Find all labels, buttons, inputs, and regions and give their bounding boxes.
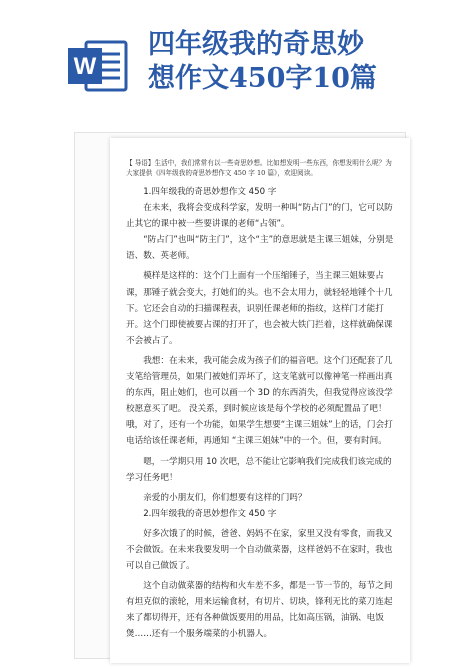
essay-heading-2: 2.四年级我的奇思妙想作文 450 字 [143,508,277,519]
title-line-1: 四年级我的奇思妙 [148,29,364,60]
paragraph: 我想：在未来，我可能会成为孩子们的福音吧。这个门还配套了几支笔给管理员，如果门被她们弄坏了，这支笔就可以像神笔一样画出真的东西，阻止她们，也可以画一个 3D 的东西消失，但我觉得应该没学校愿意买了吧。 没关系，到时候应该是每个学校的必须配置品了吧！哦，对了，还有一个功能，如果学生想要“主课三姐妹”上的话，门会打电话给该任课老师，再通知 “主课三姐妹”中的一个。但，要有时间。 [126,355,393,447]
paragraph: 这个自动做菜器的结构和火车差不多，都是一节一节的，每节之间有坦克似的滚轮，用来运输食材，有切片、切块，锋利无比的菜刀连起来了都切得开，还有各种做饭要用的用品，比如高压锅，油锅、电饭煲……还有一个服务端菜的小机器人。 [126,581,393,640]
paragraph: 模样是这样的：这个门上面有一个压缩锤子，当主课三姐妹要占课，那锤子就会变大，打她们的头。也不会太用力，就轻轻地锤个十几下。它还会自动的扫描课程表，识别任课老师的指纹，这样门才能打开。这个门即使被要占课的打开了，也会被大铁门拦着，这样就确保课不会被占了。 [126,271,393,346]
document-header [0,0,474,120]
essay-heading-1: 1.四年级我的奇思妙想作文 450 字 [143,187,277,197]
page-title [148,28,468,96]
paragraph: 在未来，我将会变成科学家，发明一种叫“防占门”的门，它可以防止其它的课中被一些要讲课的老师“占领”。 [126,203,393,230]
paragraph: 好多次饿了的时候，爸爸、妈妈不在家，家里又没有零食，而我又不会做饭。在未来我要发明一个自动做菜器，这样爸妈不在家时，我也可以自己做饭了。 [126,528,393,572]
intro-text: 【 导语】生活中，我们常常有以一些奇思妙想。比如想发明一些东西，你想发明什么呢？为大家提供《四年级我的奇思妙想作文 450 字 10 篇》，欢迎阅读。 [126,159,392,177]
paragraph: 亲爱的小朋友们，你们想要有这样的门吗？ [143,492,307,503]
word-icon [68,38,130,94]
document-page[interactable] [110,138,410,663]
paragraph: 嗯，一学期只用 10 次吧，总不能让它影响我们完成我们该完成的学习任务吧！ [126,456,392,483]
document-body [126,158,396,643]
word-icon-letter: W [73,53,97,80]
title-line-2: 想作文450字10篇 [148,63,377,94]
paragraph: “防占门”也叫“防主门”，这个“主”的意思就是主课三姐妹，分别是语、数、英老师。 [126,235,394,262]
